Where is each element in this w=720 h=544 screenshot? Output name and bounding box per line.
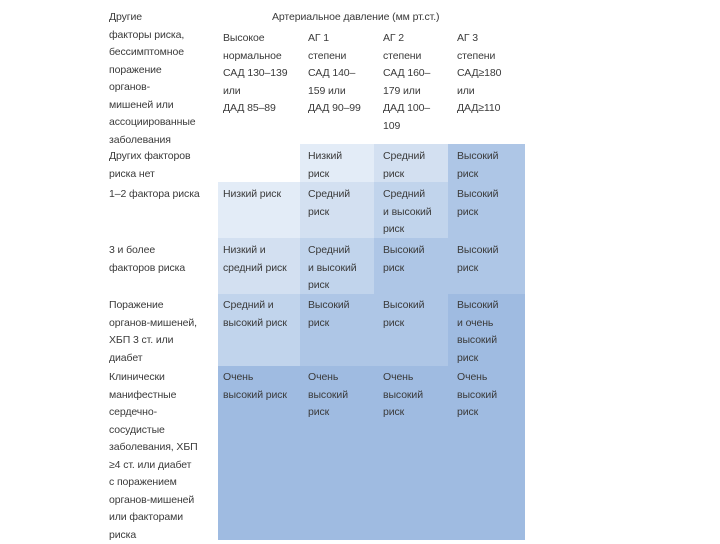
risk-cell: Высокий риск <box>383 244 425 274</box>
col-header-high-normal: Высокое нормальное САД 130–139 или ДАД 85–89 <box>223 32 288 114</box>
row-label: Клинически манифестные сердечно- сосудистые заболевания, ХБП ≥4 ст. или диабет с поражением органов-мишеней или факторами риска <box>109 371 198 541</box>
row-label: Поражение органов-мишеней, ХБП 3 ст. или диабет <box>109 299 197 364</box>
row-label: 3 и более факторов риска <box>109 244 186 274</box>
risk-cell: Средний и высокий риск <box>383 188 432 235</box>
bp-group-header: Артериальное давление (мм рт.ст.) <box>272 11 440 23</box>
risk-cell: Высокий риск <box>457 188 499 218</box>
risk-cell: Средний и высокий риск <box>308 244 357 291</box>
col-header-ag3: АГ 3 степени САД≥180 или ДАД≥110 <box>457 32 502 114</box>
risk-cell: Высокий риск <box>308 299 350 329</box>
risk-cell: Высокий риск <box>383 299 425 329</box>
risk-cell: Низкий риск <box>308 150 342 180</box>
col-header-ag2: АГ 2 степени САД 160– 179 или ДАД 100– 109 <box>383 32 431 132</box>
risk-cell: Очень высокий риск <box>383 371 423 418</box>
risk-cell: Очень высокий риск <box>457 371 497 418</box>
risk-cell: Очень высокий риск <box>223 371 287 401</box>
risk-cell: Очень высокий риск <box>308 371 348 418</box>
col-header-ag1: АГ 1 степени САД 140– 159 или ДАД 90–99 <box>308 32 361 114</box>
risk-cell: Средний и высокий риск <box>223 299 287 329</box>
row-label: 1–2 фактора риска <box>109 188 200 200</box>
risk-cell: Высокий риск <box>457 150 499 180</box>
risk-cell: Высокий риск <box>457 244 499 274</box>
risk-cell: Высокий и очень высокий риск <box>457 299 499 364</box>
corner-header: Другие факторы риска, бессимптомное поражение органов- мишеней или ассоциированные заболевания <box>109 11 196 146</box>
risk-cell: Средний риск <box>383 150 425 180</box>
risk-cell: Низкий риск <box>223 188 281 200</box>
risk-cell: Средний риск <box>308 188 350 218</box>
row-label: Других факторов риска нет <box>109 150 191 180</box>
risk-cell: Низкий и средний риск <box>223 244 287 274</box>
